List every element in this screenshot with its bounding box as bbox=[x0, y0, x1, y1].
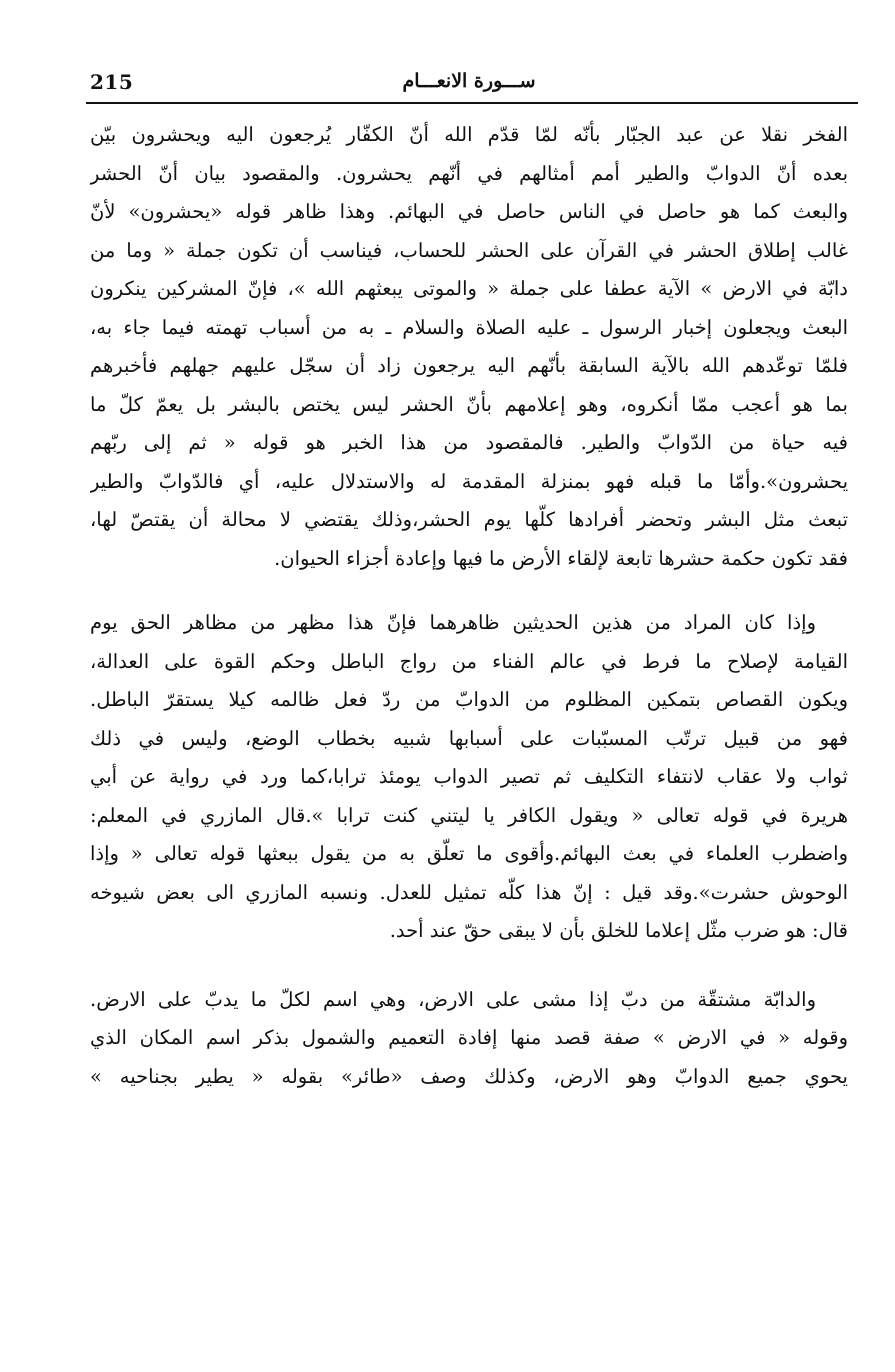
text-line: البعث ويجعلون إخبار الرسول ـ عليه الصلاة والسلام ـ به من أسباب تهمته فيما جاء به، bbox=[90, 315, 848, 339]
text-line: والدابّة مشتقّة من دبّ إذا مشى على الارض، وهي اسم لكلّ ما يدبّ على الارض. bbox=[90, 987, 816, 1011]
text-line: وإذا كان المراد من هذين الحديثين ظاهرهما فإنّ هذا مظهر من مظاهر الحق يوم bbox=[90, 611, 816, 634]
text-line: غالب إطلاق الحشر في القرآن على الحشر للحساب، فيناسب أن تكون جملة « وما من bbox=[90, 238, 848, 262]
text-line: وقوله « في الارض » صفة قصد منها إفادة التعميم والشمول بذكر اسم المكان الذي bbox=[90, 1026, 848, 1049]
text-line: هريرة في قوله تعالى « ويقول الكافر يا ليتني كنت ترابا ».قال المازري في المعلم: bbox=[90, 803, 848, 827]
text-line: دابّة في الارض » الآية عطفا على جملة « والموتى يبعثهم الله »، فإنّ المشركين ينكرون bbox=[90, 277, 848, 300]
text-line: قال: هو ضرب مثّل إعلاما للخلق بأن لا يبقى حقّ عند أحد. bbox=[389, 919, 848, 942]
text-line: والبعث كما هو حاصل في الناس حاصل في البهائم. وهذا ظاهر قوله «يحشرون» لأنّ bbox=[90, 200, 848, 223]
text-line: فهو من قبيل ترتّب المسبّبات على أسبابها شبيه بخطاب الوضع، وليس في ذلك bbox=[90, 726, 848, 750]
page-body bbox=[90, 102, 848, 1096]
text-line: بما هو أعجب ممّا أنكروه، وهو إعلامهم بأنّ الحشر ليس يختص بالبشر بل يعمّ كلّ ما bbox=[90, 392, 848, 416]
text-line: واضطرب العلماء في بعث البهائم.وأقوى ما تعلّق به من يقول ببعثها قوله تعالى « وإذا bbox=[90, 842, 848, 865]
running-title: ســـورة الانعـــام bbox=[402, 70, 536, 92]
text-line: تبعث مثل البشر وتحضر أفرادها كلّها يوم الحشر،وذلك يقتضي لا محالة أن يقتصّ لها، bbox=[90, 508, 848, 531]
text-line: ثواب ولا عقاب لانتفاء التكليف ثم تصير الدواب يومئذ ترابا،كما ورد في رواية عن أبي bbox=[90, 765, 848, 788]
header-rule bbox=[86, 102, 858, 104]
text-line: الفخر نقلا عن عبد الجبّار بأنّه لمّا قدّم الله أنّ الكفّار يُرجعون اليه ويحشرون بيّن bbox=[90, 123, 848, 146]
paragraph-2 bbox=[90, 604, 848, 951]
text-line: القيامة لإصلاح ما فرط في عالم الفناء من رواج الباطل وحكم القوة على العدالة، bbox=[90, 649, 848, 673]
page-number: 215 bbox=[90, 70, 134, 94]
text-line: الوحوش حشرت».وقد قيل : إنّ هذا كلّه تمثيل للعدل. ونسبه المازري الى بعض شيوخه bbox=[90, 880, 848, 904]
page-header bbox=[90, 62, 848, 102]
text-line: بعده أنّ الدوابّ والطير أمم أمثالهم في أنّهم يحشرون. والمقصود بيان أنّ الحشر bbox=[90, 161, 848, 185]
text-line: فلمّا توعّدهم الله بالآية السابقة بأنّهم اليه يرجعون زاد أن سجّل عليهم جهلهم فأخبرهم bbox=[90, 354, 848, 377]
text-line: فقد تكون حكمة حشرها تابعة لإلقاء الأرض ما فيها وإعادة أجزاء الحيوان. bbox=[274, 546, 848, 570]
book-page bbox=[90, 62, 848, 1096]
text-line: يحوي جميع الدوابّ وهو الارض، وكذلك وصف «طائر» بقوله « يطير بجناحيه » bbox=[90, 1064, 848, 1088]
text-line: يحشرون».وأمّا ما قبله فهو بمنزلة المقدمة له والاستدلال عليه، أي فالدّوابّ والطير bbox=[90, 469, 848, 493]
paragraph-3 bbox=[90, 981, 848, 1097]
text-line: فيه حياة من الدّوابّ والطير. فالمقصود من هذا الخبر هو قوله « ثم إلى ربّهم bbox=[90, 431, 848, 454]
text-line: ويكون القصاص بتمكين المظلوم من الدوابّ من ردّ فعل ظالمه كيلا يستقرّ الباطل. bbox=[90, 688, 848, 711]
paragraph-1 bbox=[90, 116, 848, 578]
